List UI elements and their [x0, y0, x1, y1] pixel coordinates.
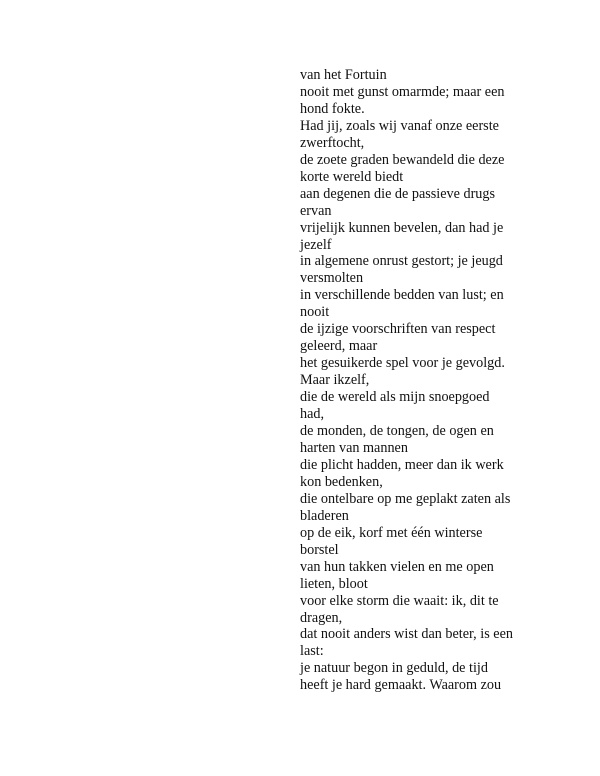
poem-line: Maar ikzelf,: [300, 372, 370, 389]
poem-line: van hun takken vielen en me open: [300, 558, 494, 575]
poem-line: jezelf: [300, 236, 332, 253]
poem-line: had,: [300, 406, 325, 423]
poem-line: van het Fortuin: [300, 67, 387, 83]
poem-line: Had jij, zoals wij vanaf onze eerste: [300, 117, 499, 134]
poem-line: voor elke storm die waait: ik, dit te: [300, 592, 499, 609]
poem-line: vrijelijk kunnen bevelen, dan had je: [300, 219, 504, 236]
poem-line: die plicht hadden, meer dan ik werk: [300, 456, 504, 473]
poem-line: de zoete graden bewandeld die deze: [300, 151, 505, 168]
poem-line: korte wereld biedt: [300, 168, 404, 185]
poem-line: die ontelbare op me geplakt zaten als: [300, 490, 511, 507]
poem-line: op de eik, korf met één winterse: [300, 524, 483, 541]
poem-line: heeft je hard gemaakt. Waarom zou: [300, 677, 502, 694]
poem-line: harten van mannen: [300, 439, 408, 456]
poem-line: ervan: [300, 202, 332, 219]
poem-line: de ijzige voorschriften van respect: [300, 321, 496, 338]
poem-line: borstel: [300, 541, 339, 558]
poem-line: nooit: [300, 304, 330, 321]
poem-line: het gesuikerde spel voor je gevolgd.: [300, 355, 505, 372]
poem-line: zwerftocht,: [300, 134, 365, 151]
poem-line: hond fokte.: [300, 100, 365, 117]
poem-line: versmolten: [300, 270, 364, 287]
poem-line: die de wereld als mijn snoepgoed: [300, 389, 490, 406]
poem-line: bladeren: [300, 507, 349, 524]
poem-line: aan degenen die de passieve drugs: [300, 185, 496, 202]
poem-line: in algemene onrust gestort; je jeugd: [300, 253, 503, 270]
poem-line: lieten, bloot: [300, 575, 368, 592]
poem-line: dragen,: [300, 609, 343, 626]
poem-line: geleerd, maar: [300, 338, 378, 355]
poem-line: de monden, de tongen, de ogen en: [300, 423, 494, 440]
poem-text-block: [300, 67, 532, 694]
poem-line: je natuur begon in geduld, de tijd: [300, 660, 488, 677]
poem-line: nooit met gunst omarmde; maar een: [300, 83, 505, 100]
poem-line: in verschillende bedden van lust; en: [300, 287, 504, 304]
poem-line: kon bedenken,: [300, 473, 383, 490]
poem-line: dat nooit anders wist dan beter, is een: [300, 626, 513, 643]
poem-line: last:: [300, 643, 324, 660]
